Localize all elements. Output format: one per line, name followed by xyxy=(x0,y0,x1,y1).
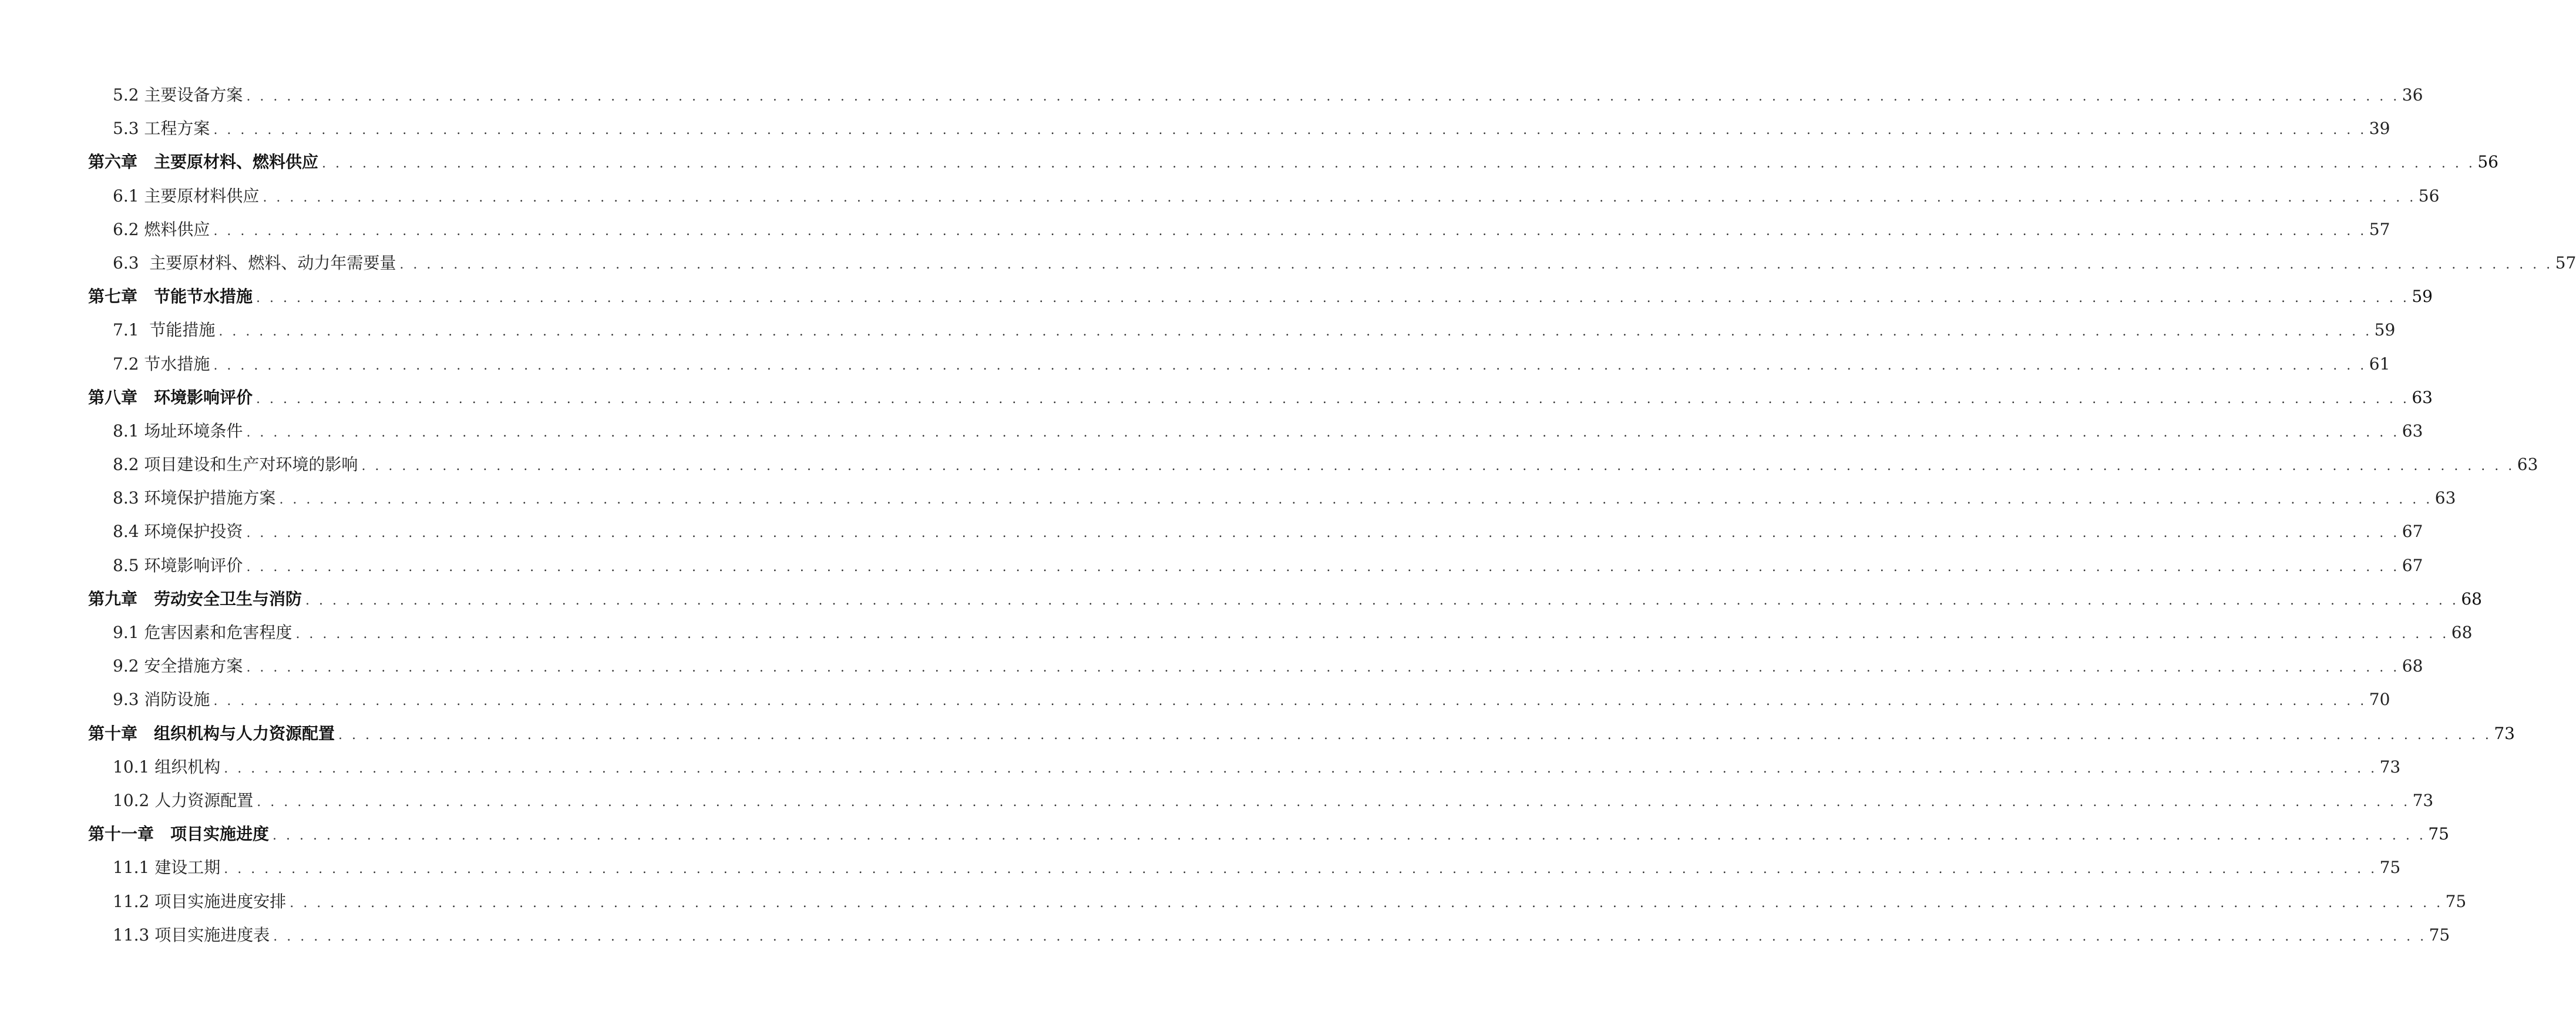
toc-entry-title: 9.3 消防设施 xyxy=(113,690,210,710)
toc-page-number: 67 xyxy=(2402,555,2423,575)
toc-entry-title: 8.1 场址环境条件 xyxy=(113,421,243,441)
toc-entry-title: 8.4 环境保护投资 xyxy=(113,522,243,542)
toc-entry-title: 8.2 项目建设和生产对环境的影响 xyxy=(113,455,358,475)
toc-page-number: 63 xyxy=(2517,455,2538,475)
toc-dot-leader: . . . . . . . . . . . . . . . . . . . . . . . . . . . . . . . . . . . . . . . . . . . . . . . . . . . . . . . . . . . . . . . . . . . . . . . . . . . . . . . . . . . . . . . . . . . . . . . . . . . . . . . . . . . . . . . . . . . . . . . . . . . . . . . . . . . . . . . . . . . . . . . . . . . . . . . . . . . . . . . . xyxy=(290,895,2443,911)
toc-page-number: 73 xyxy=(2494,723,2515,743)
toc-section-entry[interactable] xyxy=(88,250,2576,284)
toc-section-entry[interactable] xyxy=(88,452,2538,485)
toc-section-entry[interactable] xyxy=(88,889,2467,922)
toc-entry-title: 9.2 安全措施方案 xyxy=(113,656,243,676)
toc-chapter-entry[interactable] xyxy=(88,721,2515,754)
toc-dot-leader: . . . . . . . . . . . . . . . . . . . . . . . . . . . . . . . . . . . . . . . . . . . . . . . . . . . . . . . . . . . . . . . . . . . . . . . . . . . . . . . . . . . . . . . . . . . . . . . . . . . . . . . . . . . . . . . . . . . . . . . . . . . . . . . . . . . . . . . . . . . . . . . . . . . . . . . . . . . . . . . . xyxy=(246,526,2400,541)
toc-chapter-entry[interactable] xyxy=(88,284,2433,317)
toc-section-entry[interactable] xyxy=(88,653,2423,687)
toc-entry-title: 6.3 主要原材料、燃料、动力年需要量 xyxy=(113,253,396,273)
table-of-contents xyxy=(88,82,2576,956)
toc-page-number: 36 xyxy=(2402,85,2423,105)
toc-chapter-entry[interactable] xyxy=(88,149,2498,183)
toc-section-entry[interactable] xyxy=(88,183,2440,217)
toc-section-entry[interactable] xyxy=(88,82,2423,116)
toc-section-entry[interactable] xyxy=(88,519,2423,552)
toc-entry-title: 9.1 危害因素和危害程度 xyxy=(113,623,292,642)
toc-dot-leader: . . . . . . . . . . . . . . . . . . . . . . . . . . . . . . . . . . . . . . . . . . . . . . . . . . . . . . . . . . . . . . . . . . . . . . . . . . . . . . . . . . . . . . . . . . . . . . . . . . . . . . . . . . . . . . . . . . . . . . . . . . . . . . . . . . . . . . . . . . . . . . . . . . . . . . . . . . . . . . . . xyxy=(256,391,2410,407)
toc-dot-leader: . . . . . . . . . . . . . . . . . . . . . . . . . . . . . . . . . . . . . . . . . . . . . . . . . . . . . . . . . . . . . . . . . . . . . . . . . . . . . . . . . . . . . . . . . . . . . . . . . . . . . . . . . . . . . . . . . . . . . . . . . . . . . . . . . . . . . . . . . . . . . . . . . . . . . . . . . . . . . . . . xyxy=(246,660,2400,676)
toc-dot-leader: . . . . . . . . . . . . . . . . . . . . . . . . . . . . . . . . . . . . . . . . . . . . . . . . . . . . . . . . . . . . . . . . . . . . . . . . . . . . . . . . . . . . . . . . . . . . . . . . . . . . . . . . . . . . . . . . . . . . . . . . . . . . . . . . . . . . . . . . . . . . . . . . . . . . . . . . . . . . . . . . xyxy=(295,627,2449,642)
toc-page-number: 75 xyxy=(2379,858,2401,878)
toc-page-number: 68 xyxy=(2451,623,2473,642)
toc-dot-leader: . . . . . . . . . . . . . . . . . . . . . . . . . . . . . . . . . . . . . . . . . . . . . . . . . . . . . . . . . . . . . . . . . . . . . . . . . . . . . . . . . . . . . . . . . . . . . . . . . . . . . . . . . . . . . . . . . . . . . . . . . . . . . . . . . . . . . . . . . . . . . . . . . . . . . . . . . . . . . . . . xyxy=(246,425,2400,440)
toc-section-entry[interactable] xyxy=(88,687,2390,720)
toc-entry-title: 11.1 建设工期 xyxy=(113,858,221,878)
toc-entry-title: 第九章 劳动安全卫生与消防 xyxy=(88,589,302,609)
toc-dot-leader: . . . . . . . . . . . . . . . . . . . . . . . . . . . . . . . . . . . . . . . . . . . . . . . . . . . . . . . . . . . . . . . . . . . . . . . . . . . . . . . . . . . . . . . . . . . . . . . . . . . . . . . . . . . . . . . . . . . . . . . . . . . . . . . . . . . . . . . . . . . . . . . . . . . . . . . . . . . . . . . . xyxy=(338,727,2492,743)
toc-entry-title: 7.1 节能措施 xyxy=(113,320,216,340)
toc-section-entry[interactable] xyxy=(88,553,2423,586)
toc-entry-title: 第七章 节能节水措施 xyxy=(88,287,253,307)
toc-dot-leader: . . . . . . . . . . . . . . . . . . . . . . . . . . . . . . . . . . . . . . . . . . . . . . . . . . . . . . . . . . . . . . . . . . . . . . . . . . . . . . . . . . . . . . . . . . . . . . . . . . . . . . . . . . . . . . . . . . . . . . . . . . . . . . . . . . . . . . . . . . . . . . . . . . . . . . . . . . . . . . . . xyxy=(257,794,2410,810)
toc-chapter-entry[interactable] xyxy=(88,821,2449,855)
toc-entry-title: 5.3 工程方案 xyxy=(113,119,210,139)
toc-chapter-entry[interactable] xyxy=(88,385,2433,418)
toc-page-number: 63 xyxy=(2412,387,2433,407)
toc-page-number: 59 xyxy=(2374,320,2396,340)
toc-dot-leader: . . . . . . . . . . . . . . . . . . . . . . . . . . . . . . . . . . . . . . . . . . . . . . . . . . . . . . . . . . . . . . . . . . . . . . . . . . . . . . . . . . . . . . . . . . . . . . . . . . . . . . . . . . . . . . . . . . . . . . . . . . . . . . . . . . . . . . . . . . . . . . . . . . . . . . . . . . . . . . . . xyxy=(263,190,2416,205)
toc-entry-title: 11.3 项目实施进度表 xyxy=(113,925,270,945)
toc-page-number: 67 xyxy=(2402,522,2423,542)
toc-dot-leader: . . . . . . . . . . . . . . . . . . . . . . . . . . . . . . . . . . . . . . . . . . . . . . . . . . . . . . . . . . . . . . . . . . . . . . . . . . . . . . . . . . . . . . . . . . . . . . . . . . . . . . . . . . . . . . . . . . . . . . . . . . . . . . . . . . . . . . . . . . . . . . . . . . . . . . . . . . . . . . . . xyxy=(224,761,2377,776)
toc-entry-title: 10.1 组织机构 xyxy=(113,757,221,777)
toc-section-entry[interactable] xyxy=(88,485,2456,519)
toc-dot-leader: . . . . . . . . . . . . . . . . . . . . . . . . . . . . . . . . . . . . . . . . . . . . . . . . . . . . . . . . . . . . . . . . . . . . . . . . . . . . . . . . . . . . . . . . . . . . . . . . . . . . . . . . . . . . . . . . . . . . . . . . . . . . . . . . . . . . . . . . . . . . . . . . . . . . . . . . . . . . . . . . xyxy=(213,123,2367,138)
toc-entry-title: 第八章 环境影响评价 xyxy=(88,387,253,407)
toc-dot-leader: . . . . . . . . . . . . . . . . . . . . . . . . . . . . . . . . . . . . . . . . . . . . . . . . . . . . . . . . . . . . . . . . . . . . . . . . . . . . . . . . . . . . . . . . . . . . . . . . . . . . . . . . . . . . . . . . . . . . . . . . . . . . . . . . . . . . . . . . . . . . . . . . . . . . . . . . . . . . . . . . xyxy=(256,291,2410,306)
toc-section-entry[interactable] xyxy=(88,418,2423,452)
toc-chapter-entry[interactable] xyxy=(88,586,2482,620)
toc-section-entry[interactable] xyxy=(88,116,2390,149)
toc-entry-title: 第十章 组织机构与人力资源配置 xyxy=(88,723,335,743)
toc-page-number: 75 xyxy=(2445,891,2467,911)
toc-section-entry[interactable] xyxy=(88,855,2401,888)
toc-page-number: 61 xyxy=(2369,354,2390,374)
toc-section-entry[interactable] xyxy=(88,317,2396,351)
toc-entry-title: 5.2 主要设备方案 xyxy=(113,85,243,105)
toc-entry-title: 第六章 主要原材料、燃料供应 xyxy=(88,152,319,172)
toc-entry-title: 7.2 节水措施 xyxy=(113,354,210,374)
toc-entry-title: 8.3 环境保护措施方案 xyxy=(113,488,276,508)
toc-entry-title: 10.2 人力资源配置 xyxy=(113,790,254,810)
toc-dot-leader: . . . . . . . . . . . . . . . . . . . . . . . . . . . . . . . . . . . . . . . . . . . . . . . . . . . . . . . . . . . . . . . . . . . . . . . . . . . . . . . . . . . . . . . . . . . . . . . . . . . . . . . . . . . . . . . . . . . . . . . . . . . . . . . . . . . . . . . . . . . . . . . . . . . . . . . . . . . . . . . . xyxy=(322,156,2476,172)
toc-page-number: 75 xyxy=(2429,925,2450,945)
toc-entry-title: 6.2 燃料供应 xyxy=(113,219,210,239)
toc-section-entry[interactable] xyxy=(88,922,2450,956)
toc-section-entry[interactable] xyxy=(88,754,2401,788)
toc-page-number: 63 xyxy=(2402,421,2423,441)
toc-dot-leader: . . . . . . . . . . . . . . . . . . . . . . . . . . . . . . . . . . . . . . . . . . . . . . . . . . . . . . . . . . . . . . . . . . . . . . . . . . . . . . . . . . . . . . . . . . . . . . . . . . . . . . . . . . . . . . . . . . . . . . . . . . . . . . . . . . . . . . . . . . . . . . . . . . . . . . . . . . . . . . . . xyxy=(246,89,2400,104)
toc-dot-leader: . . . . . . . . . . . . . . . . . . . . . . . . . . . . . . . . . . . . . . . . . . . . . . . . . . . . . . . . . . . . . . . . . . . . . . . . . . . . . . . . . . . . . . . . . . . . . . . . . . . . . . . . . . . . . . . . . . . . . . . . . . . . . . . . . . . . . . . . . . . . . . . . . . . . . . . . . . . . . . . . xyxy=(246,559,2400,575)
toc-entry-title: 11.2 项目实施进度安排 xyxy=(113,891,287,911)
toc-page-number: 56 xyxy=(2418,186,2440,206)
toc-page-number: 63 xyxy=(2434,488,2456,508)
toc-dot-leader: . . . . . . . . . . . . . . . . . . . . . . . . . . . . . . . . . . . . . . . . . . . . . . . . . . . . . . . . . . . . . . . . . . . . . . . . . . . . . . . . . . . . . . . . . . . . . . . . . . . . . . . . . . . . . . . . . . . . . . . . . . . . . . . . . . . . . . . . . . . . . . . . . . . . . . . . . . . . . . . . xyxy=(213,358,2367,373)
toc-entry-title: 第十一章 项目实施进度 xyxy=(88,824,270,844)
toc-page-number: 70 xyxy=(2369,690,2390,710)
toc-entry-title: 8.5 环境影响评价 xyxy=(113,555,243,575)
toc-dot-leader: . . . . . . . . . . . . . . . . . . . . . . . . . . . . . . . . . . . . . . . . . . . . . . . . . . . . . . . . . . . . . . . . . . . . . . . . . . . . . . . . . . . . . . . . . . . . . . . . . . . . . . . . . . . . . . . . . . . . . . . . . . . . . . . . . . . . . . . . . . . . . . . . . . . . . . . . . . . . . . . . xyxy=(361,459,2515,474)
toc-dot-leader: . . . . . . . . . . . . . . . . . . . . . . . . . . . . . . . . . . . . . . . . . . . . . . . . . . . . . . . . . . . . . . . . . . . . . . . . . . . . . . . . . . . . . . . . . . . . . . . . . . . . . . . . . . . . . . . . . . . . . . . . . . . . . . . . . . . . . . . . . . . . . . . . . . . . . . . . . . . . . . . . xyxy=(399,257,2553,272)
toc-page-number: 59 xyxy=(2412,287,2433,307)
toc-page-number: 73 xyxy=(2412,790,2434,810)
toc-dot-leader: . . . . . . . . . . . . . . . . . . . . . . . . . . . . . . . . . . . . . . . . . . . . . . . . . . . . . . . . . . . . . . . . . . . . . . . . . . . . . . . . . . . . . . . . . . . . . . . . . . . . . . . . . . . . . . . . . . . . . . . . . . . . . . . . . . . . . . . . . . . . . . . . . . . . . . . . . . . . . . . . xyxy=(305,593,2459,608)
toc-page-number: 57 xyxy=(2369,219,2390,239)
toc-page-number: 39 xyxy=(2369,119,2390,139)
toc-page-number: 68 xyxy=(2402,656,2423,676)
toc-dot-leader: . . . . . . . . . . . . . . . . . . . . . . . . . . . . . . . . . . . . . . . . . . . . . . . . . . . . . . . . . . . . . . . . . . . . . . . . . . . . . . . . . . . . . . . . . . . . . . . . . . . . . . . . . . . . . . . . . . . . . . . . . . . . . . . . . . . . . . . . . . . . . . . . . . . . . . . . . . . . . . . . xyxy=(213,223,2367,239)
toc-entry-title: 6.1 主要原材料供应 xyxy=(113,186,260,206)
toc-dot-leader: . . . . . . . . . . . . . . . . . . . . . . . . . . . . . . . . . . . . . . . . . . . . . . . . . . . . . . . . . . . . . . . . . . . . . . . . . . . . . . . . . . . . . . . . . . . . . . . . . . . . . . . . . . . . . . . . . . . . . . . . . . . . . . . . . . . . . . . . . . . . . . . . . . . . . . . . . . . . . . . . xyxy=(279,492,2433,508)
toc-page-number: 68 xyxy=(2461,589,2482,609)
toc-dot-leader: . . . . . . . . . . . . . . . . . . . . . . . . . . . . . . . . . . . . . . . . . . . . . . . . . . . . . . . . . . . . . . . . . . . . . . . . . . . . . . . . . . . . . . . . . . . . . . . . . . . . . . . . . . . . . . . . . . . . . . . . . . . . . . . . . . . . . . . . . . . . . . . . . . . . . . . . . . . . . . . . xyxy=(273,929,2427,944)
toc-section-entry[interactable] xyxy=(88,788,2434,821)
toc-section-entry[interactable] xyxy=(88,217,2390,250)
toc-dot-leader: . . . . . . . . . . . . . . . . . . . . . . . . . . . . . . . . . . . . . . . . . . . . . . . . . . . . . . . . . . . . . . . . . . . . . . . . . . . . . . . . . . . . . . . . . . . . . . . . . . . . . . . . . . . . . . . . . . . . . . . . . . . . . . . . . . . . . . . . . . . . . . . . . . . . . . . . . . . . . . . . xyxy=(273,828,2426,844)
toc-dot-leader: . . . . . . . . . . . . . . . . . . . . . . . . . . . . . . . . . . . . . . . . . . . . . . . . . . . . . . . . . . . . . . . . . . . . . . . . . . . . . . . . . . . . . . . . . . . . . . . . . . . . . . . . . . . . . . . . . . . . . . . . . . . . . . . . . . . . . . . . . . . . . . . . . . . . . . . . . . . . . . . . xyxy=(218,324,2372,340)
toc-dot-leader: . . . . . . . . . . . . . . . . . . . . . . . . . . . . . . . . . . . . . . . . . . . . . . . . . . . . . . . . . . . . . . . . . . . . . . . . . . . . . . . . . . . . . . . . . . . . . . . . . . . . . . . . . . . . . . . . . . . . . . . . . . . . . . . . . . . . . . . . . . . . . . . . . . . . . . . . . . . . . . . . xyxy=(213,694,2367,709)
toc-page-number: 73 xyxy=(2379,757,2401,777)
toc-page-number: 75 xyxy=(2428,824,2449,844)
toc-page-number: 56 xyxy=(2477,152,2498,172)
toc-section-entry[interactable] xyxy=(88,620,2473,653)
toc-dot-leader: . . . . . . . . . . . . . . . . . . . . . . . . . . . . . . . . . . . . . . . . . . . . . . . . . . . . . . . . . . . . . . . . . . . . . . . . . . . . . . . . . . . . . . . . . . . . . . . . . . . . . . . . . . . . . . . . . . . . . . . . . . . . . . . . . . . . . . . . . . . . . . . . . . . . . . . . . . . . . . . . xyxy=(224,862,2377,877)
toc-page-number: 57 xyxy=(2555,253,2576,273)
toc-section-entry[interactable] xyxy=(88,351,2390,385)
